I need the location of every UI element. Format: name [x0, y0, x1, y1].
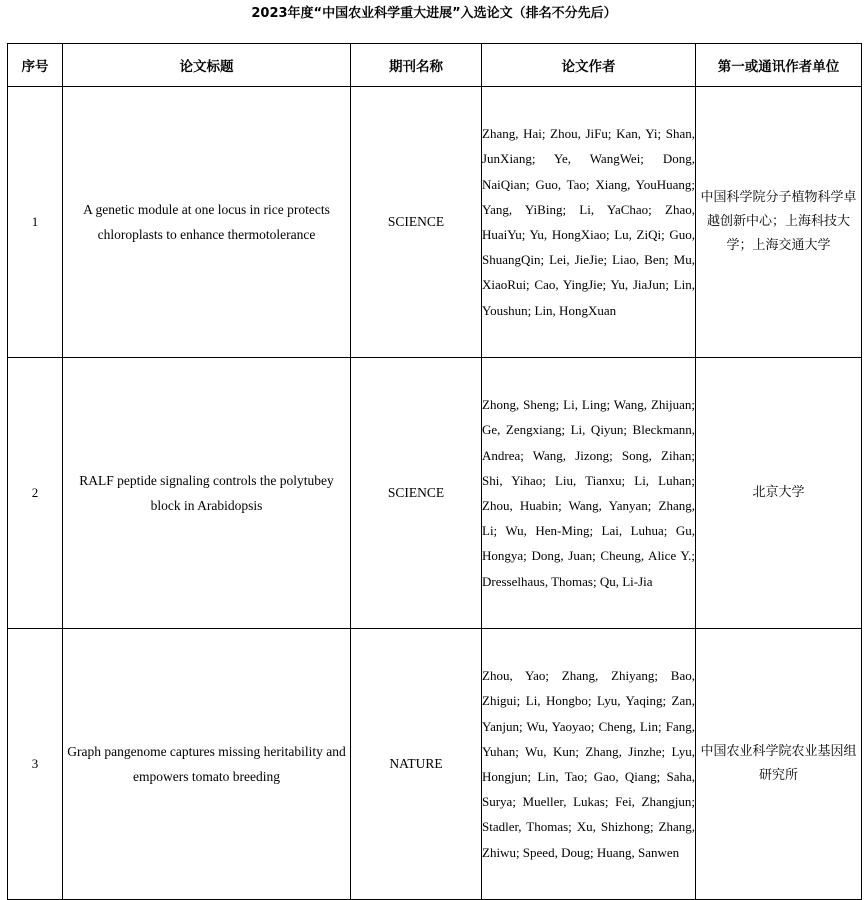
table-row — [8, 629, 862, 900]
table-row — [8, 87, 862, 358]
author-list: Zhong, Sheng; Li, Ling; Wang, Zhijuan; Ge, Zengxiang; Li, Qiyun; Bleckmann, Andrea; Wang, Jizong; Song, Zihan; Shi, Yihao; Liu, Tianxu; Li, Luhan; Zhou, Huabin; Wang, Yanyan; Zhang, Li; Wu, Hen-Ming; Lai, Luhua; Gu, Hongya; Dong, Juan; Cheung, Alice Y.; Dresselhaus, Thomas; Qu, Li-Jia — [482, 358, 696, 629]
row-index: 2 — [8, 358, 63, 629]
row-index: 1 — [8, 87, 63, 358]
table-row — [8, 358, 862, 629]
paper-title: A genetic module at one locus in rice protects chloroplasts to enhance thermotolerance — [63, 87, 351, 358]
row-index: 3 — [8, 629, 63, 900]
header-title: 论文标题 — [63, 44, 351, 87]
paper-title: RALF peptide signaling controls the polytubey block in Arabidopsis — [63, 358, 351, 629]
header-authors: 论文作者 — [482, 44, 696, 87]
header-affiliation: 第一或通讯作者单位 — [696, 44, 862, 87]
paper-title: Graph pangenome captures missing heritability and empowers tomato breeding — [63, 629, 351, 900]
header-index: 序号 — [8, 44, 63, 87]
affiliation: 北京大学 — [696, 358, 862, 629]
author-list: Zhou, Yao; Zhang, Zhiyang; Bao, Zhigui; Li, Hongbo; Lyu, Yaqing; Zan, Yanjun; Wu, Yaoyao; Cheng, Lin; Fang, Yuhan; Wu, Kun; Zhang, Jinzhe; Lyu, Hongjun; Lin, Tao; Gao, Qiang; Saha, Surya; Mueller, Lukas; Fei, Zhangjun; Stadler, Thomas; Xu, Shizhong; Zhang, Zhiwu; Speed, Doug; Huang, Sanwen — [482, 629, 696, 900]
papers-table — [7, 43, 862, 900]
journal-name: NATURE — [351, 629, 482, 900]
author-list: Zhang, Hai; Zhou, JiFu; Kan, Yi; Shan, JunXiang; Ye, WangWei; Dong, NaiQian; Guo, Tao; Xiang, YouHuang; Yang, YiBing; Li, YaChao; Zhao, HuaiYu; Yu, HongXiao; Lu, ZiQi; Guo, ShuangQin; Lei, JieJie; Liao, Ben; Mu, XiaoRui; Cao, YingJie; Yu, JiaJun; Lin, Youshun; Lin, HongXuan — [482, 87, 696, 358]
affiliation: 中国科学院分子植物科学卓越创新中心；上海科技大学；上海交通大学 — [696, 87, 862, 358]
page-title: 2023年度“中国农业科学重大进展”入选论文（排名不分先后） — [251, 6, 617, 21]
table-header-row — [8, 44, 862, 87]
journal-name: SCIENCE — [351, 87, 482, 358]
journal-name: SCIENCE — [351, 358, 482, 629]
affiliation: 中国农业科学院农业基因组研究所 — [696, 629, 862, 900]
header-journal: 期刊名称 — [351, 44, 482, 87]
